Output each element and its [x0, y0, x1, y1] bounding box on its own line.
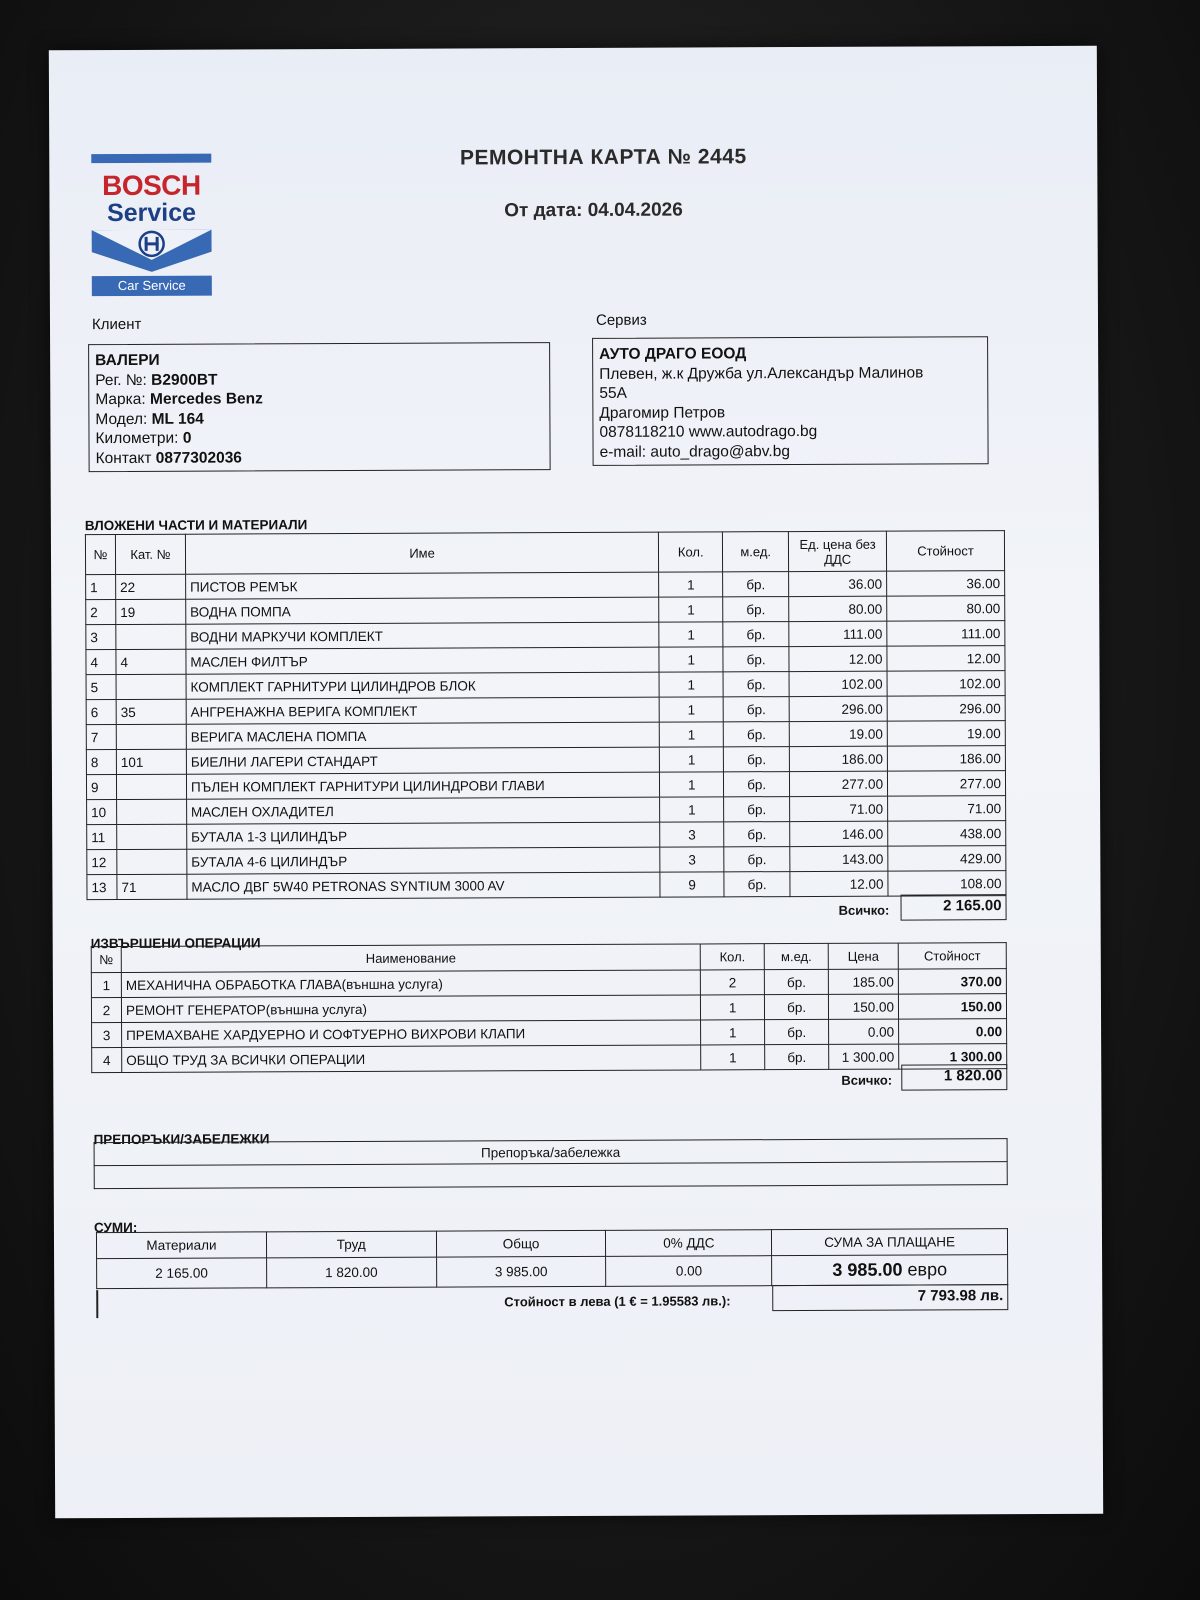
col-header: м.ед. — [764, 943, 828, 969]
col-header: № — [91, 946, 121, 972]
table-cell: РЕМОНТ ГЕНЕРАТОР(външна услуга) — [121, 995, 700, 1023]
table-cell: КОМПЛЕКТ ГАРНИТУРИ ЦИЛИНДРОВ БЛОК — [186, 672, 659, 699]
table-cell: 108.00 — [888, 871, 1006, 897]
table-cell: 1 — [659, 647, 723, 672]
sums-pay-currency: евро — [907, 1259, 948, 1280]
sums-labor-value: 1 820.00 — [266, 1257, 436, 1288]
service-box — [592, 336, 989, 466]
sums-table — [96, 1228, 1008, 1289]
repair-card-sheet — [49, 46, 1103, 1519]
bgn-label: Стойност в лева (1 € = 1.95583 лв.): — [504, 1293, 731, 1310]
table-cell: 9 — [660, 872, 724, 897]
table-cell: 19 — [116, 599, 186, 624]
table-cell: бр. — [723, 722, 789, 747]
service-name: АУТО ДРАГО ЕООД — [599, 345, 747, 363]
table-cell: бр. — [723, 697, 789, 722]
table-cell: 296.00 — [887, 696, 1005, 722]
table-cell: 4 — [86, 650, 116, 675]
table-cell: 1 — [86, 575, 116, 600]
table-cell: БУТАЛА 1-3 ЦИЛИНДЪР — [187, 822, 660, 849]
col-header: Ед. цена без ДДС — [789, 531, 887, 571]
table-cell: 102.00 — [789, 671, 887, 696]
sums-materials-label: Материали — [96, 1232, 266, 1259]
table-cell: 36.00 — [887, 571, 1005, 597]
logo-brand: BOSCH — [102, 169, 201, 202]
table-cell: 111.00 — [887, 621, 1005, 647]
table-cell: 438.00 — [888, 821, 1006, 847]
ops-section-title: ИЗВЪРШЕНИ ОПЕРАЦИИ — [90, 935, 261, 952]
table-cell: 19.00 — [887, 721, 1005, 747]
table-cell — [117, 824, 187, 849]
table-cell: 19.00 — [789, 721, 887, 746]
table-cell: 185.00 — [828, 969, 898, 994]
table-cell: бр. — [765, 1044, 829, 1069]
table-cell: бр. — [723, 672, 789, 697]
table-cell: бр. — [724, 797, 790, 822]
table-cell: 1 — [91, 972, 121, 997]
client-label: Клиент — [91, 315, 142, 334]
service-phone-web: 0878118210 www.autodrago.bg — [599, 422, 818, 441]
table-cell: 1 — [659, 572, 723, 597]
ops-header-row — [91, 943, 1006, 973]
table-cell: 1 — [701, 1020, 765, 1045]
table-cell: 3 — [660, 822, 724, 847]
table-cell — [117, 849, 187, 874]
table-cell: БИЕЛНИ ЛАГЕРИ СТАНДАРТ — [186, 747, 659, 774]
table-cell: 1 — [701, 995, 765, 1020]
parts-total-label: Всичко: — [838, 902, 890, 918]
reg-number: B2900BT — [151, 371, 218, 389]
table-cell: 71 — [117, 874, 187, 899]
table-cell: бр. — [724, 872, 790, 897]
table-cell: 1 — [659, 697, 723, 722]
table-cell: 186.00 — [887, 746, 1005, 772]
table-cell: 0.00 — [899, 1019, 1007, 1044]
table-cell: 2 — [701, 970, 765, 995]
table-cell: бр. — [723, 597, 789, 622]
col-header: № — [85, 535, 115, 575]
table-cell: 296.00 — [789, 696, 887, 721]
table-cell: ОБЩО ТРУД ЗА ВСИЧКИ ОПЕРАЦИИ — [122, 1045, 701, 1073]
table-cell: 1 300.00 — [899, 1044, 1007, 1069]
parts-header-row — [85, 531, 1004, 575]
table-cell: 1 — [659, 597, 723, 622]
sums-left-border — [96, 1290, 98, 1318]
sums-labor-label: Труд — [266, 1231, 436, 1258]
col-header: Цена — [828, 943, 898, 969]
table-cell: 9 — [86, 775, 116, 800]
table-cell: МАСЛЕН ОХЛАДИТЕЛ — [186, 797, 659, 824]
sums-vat-label: 0% ДДС — [606, 1230, 772, 1257]
logo-subline: Car Service — [92, 276, 212, 297]
table-cell: бр. — [723, 647, 789, 672]
table-cell: 13 — [87, 875, 117, 900]
table-cell: 3 — [92, 1022, 122, 1047]
sums-total-label: Общо — [436, 1230, 606, 1257]
sums-vat-value: 0.00 — [606, 1256, 772, 1287]
ops-total-value: 1 820.00 — [901, 1064, 1007, 1090]
table-cell: 102.00 — [887, 671, 1005, 697]
ops-table — [91, 942, 1008, 1073]
table-cell: 143.00 — [790, 846, 888, 871]
table-cell: 1 — [660, 772, 724, 797]
sums-pay-amount: 3 985.00 — [832, 1259, 903, 1280]
table-cell: 1 — [659, 672, 723, 697]
table-cell: 71.00 — [790, 796, 888, 821]
table-cell — [116, 774, 186, 799]
logo-service: Service — [106, 198, 197, 228]
table-cell: 101 — [116, 749, 186, 774]
service-person: Драгомир Петров — [599, 403, 726, 422]
table-cell: 150.00 — [898, 994, 1006, 1019]
service-address-1: Плевен, ж.к Дружба ул.Александър Малинов — [599, 363, 924, 383]
table-cell: 22 — [116, 574, 186, 599]
table-cell: 1 300.00 — [829, 1044, 899, 1069]
service-address-2: 55А — [599, 384, 627, 402]
table-cell: 1 — [659, 622, 723, 647]
sums-pay-label: СУМА ЗА ПЛАЩАНЕ — [772, 1229, 1008, 1256]
table-cell: 7 — [86, 725, 116, 750]
table-cell: 10 — [87, 800, 117, 825]
bgn-value: 7 793.98 лв. — [772, 1284, 1008, 1311]
km-value: 0 — [182, 429, 192, 447]
table-cell: бр. — [764, 969, 828, 994]
sums-section-title: СУМИ: — [93, 1219, 138, 1236]
table-cell: 0.00 — [829, 1019, 899, 1044]
col-header: Име — [185, 532, 659, 574]
table-cell: МЕХАНИЧНА ОБРАБОТКА ГЛАВА(външна услуга) — [121, 970, 700, 998]
table-cell: 12.00 — [790, 871, 888, 896]
table-cell: 5 — [86, 675, 116, 700]
table-cell: 186.00 — [789, 746, 887, 771]
table-cell: 11 — [87, 825, 117, 850]
model-label: Модел: — [95, 410, 148, 428]
table-cell: 1 — [660, 747, 724, 772]
table-cell: ВЕРИГА МАСЛЕНА ПОМПА — [186, 722, 659, 749]
table-cell: 3 — [660, 847, 724, 872]
bosch-service-logo — [91, 154, 212, 297]
table-cell — [117, 799, 187, 824]
service-label: Сервиз — [595, 311, 647, 329]
table-cell: 4 — [116, 649, 186, 674]
table-cell: бр. — [723, 622, 789, 647]
table-cell — [116, 624, 186, 649]
table-cell: ПРЕМАХВАНЕ ХАРДУЕРНО И СОФТУЕРНО ВИХРОВИ КЛАПИ — [122, 1020, 701, 1048]
table-cell: 1 — [660, 797, 724, 822]
table-cell: 80.00 — [887, 596, 1005, 622]
table-cell: МАСЛЕН ФИЛТЪР — [186, 647, 659, 674]
make-label: Марка: — [95, 390, 146, 409]
notes-section-title: ПРЕПОРЪКИ/ЗАБЕЛЕЖКИ — [93, 1131, 270, 1148]
table-cell: 35 — [116, 699, 186, 724]
parts-total-value: 2 165.00 — [900, 894, 1006, 920]
table-cell: 429.00 — [888, 846, 1006, 872]
col-header: Кол. — [659, 532, 723, 572]
table-cell: 2 — [86, 600, 116, 625]
sums-pay-cell — [772, 1255, 1008, 1286]
table-cell: 71.00 — [888, 796, 1006, 822]
service-email: e-mail: auto_drago@abv.bg — [599, 442, 790, 461]
table-cell: 80.00 — [789, 596, 887, 621]
table-cell: 370.00 — [898, 969, 1006, 994]
table-cell: бр. — [765, 1019, 829, 1044]
table-cell: ВОДНИ МАРКУЧИ КОМПЛЕКТ — [186, 622, 659, 649]
table-cell: 2 — [91, 997, 121, 1022]
col-header: Наименование — [121, 944, 700, 973]
make-value: Mercedes Benz — [149, 390, 263, 408]
table-cell: 146.00 — [790, 821, 888, 846]
col-header: Стойност — [898, 943, 1006, 969]
table-cell: ПИСТОВ РЕМЪК — [185, 572, 658, 599]
notes-header: Препоръка/забележка — [94, 1139, 1007, 1166]
table-cell: ВОДНА ПОМПА — [186, 597, 659, 624]
table-cell: 111.00 — [789, 621, 887, 646]
contact-label: Контакт — [95, 449, 152, 467]
notes-table — [94, 1138, 1008, 1189]
table-cell — [116, 674, 186, 699]
table-cell: бр. — [723, 572, 789, 597]
table-cell — [116, 724, 186, 749]
bosch-emblem-icon — [92, 230, 212, 273]
operation-row — [92, 1044, 1007, 1073]
table-cell: бр. — [724, 847, 790, 872]
table-cell: ПЪЛЕН КОМПЛЕКТ ГАРНИТУРИ ЦИЛИНДРОВИ ГЛАВИ — [186, 772, 659, 799]
table-cell: 150.00 — [829, 994, 899, 1019]
col-header: Кол. — [700, 944, 764, 970]
table-cell: бр. — [724, 822, 790, 847]
notes-empty-row — [94, 1162, 1007, 1189]
table-cell: 1 — [659, 722, 723, 747]
client-box — [88, 342, 551, 472]
model-value: ML 164 — [151, 410, 204, 428]
table-cell: бр. — [765, 994, 829, 1019]
col-header: м.ед. — [723, 532, 789, 572]
table-cell: 277.00 — [888, 771, 1006, 797]
sums-materials-value: 2 165.00 — [97, 1258, 267, 1289]
km-label: Километри: — [95, 429, 179, 448]
table-cell: 36.00 — [789, 571, 887, 596]
table-cell: 1 — [701, 1045, 765, 1070]
table-cell: 277.00 — [790, 771, 888, 796]
parts-section-title: ВЛОЖЕНИ ЧАСТИ И МАТЕРИАЛИ — [84, 517, 308, 534]
table-cell: бр. — [724, 772, 790, 797]
ops-total-label: Всичко: — [841, 1072, 893, 1088]
reg-label: Рег. №: — [95, 371, 147, 389]
parts-table — [85, 530, 1007, 900]
table-cell: МАСЛО ДВГ 5W40 PETRONAS SYNTIUM 3000 AV — [187, 872, 660, 899]
document-date: От дата: 04.04.2026 — [504, 199, 683, 222]
contact-value: 0877302036 — [155, 448, 242, 467]
table-cell: 12.00 — [887, 646, 1005, 672]
client-name: ВАЛЕРИ — [95, 351, 160, 370]
table-cell: 6 — [86, 700, 116, 725]
part-row — [87, 871, 1006, 900]
document-title: РЕМОНТНА КАРТА № 2445 — [459, 145, 747, 170]
sums-total-value: 3 985.00 — [436, 1256, 606, 1287]
col-header: Кат. № — [115, 534, 185, 574]
table-cell: 12.00 — [789, 646, 887, 671]
table-cell: 8 — [86, 750, 116, 775]
table-cell: бр. — [724, 747, 790, 772]
table-cell: БУТАЛА 4-6 ЦИЛИНДЪР — [187, 847, 660, 874]
table-cell: АНГРЕНАЖНА ВЕРИГА КОМПЛЕКТ — [186, 697, 659, 724]
table-cell: 4 — [92, 1047, 122, 1072]
col-header: Стойност — [886, 531, 1004, 572]
table-cell: 12 — [87, 850, 117, 875]
table-cell: 3 — [86, 625, 116, 650]
